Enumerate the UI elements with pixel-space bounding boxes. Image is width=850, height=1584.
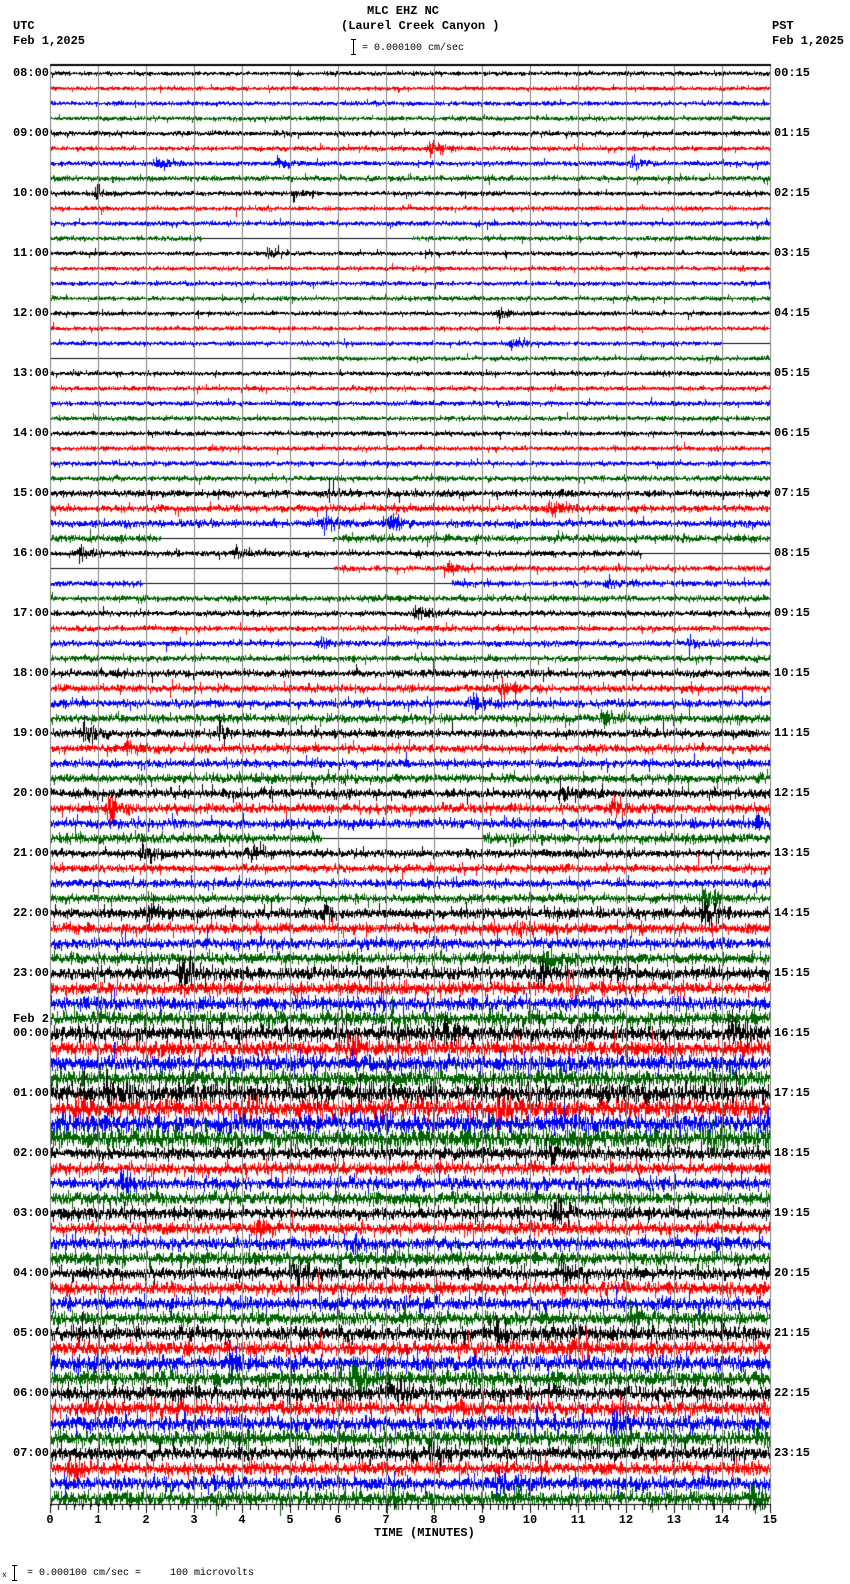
pst-hour-label: 01:15: [774, 125, 811, 140]
x-tick-label: 15: [762, 1513, 778, 1527]
pst-hour-label: 05:15: [774, 365, 811, 380]
x-tick-label: 2: [142, 1513, 150, 1527]
x-tick-label: 3: [190, 1513, 198, 1527]
utc-hour-label: 17:00: [12, 605, 49, 620]
pst-hour-label: 06:15: [774, 425, 811, 440]
footer-scale-text: = 0.000100 cm/sec =: [27, 1568, 142, 1579]
pst-hour-label: 18:15: [774, 1145, 811, 1160]
utc-hour-label: 13:00: [12, 365, 49, 380]
pst-hour-label: 11:15: [774, 725, 811, 740]
utc-hour-label: 16:00: [12, 545, 49, 560]
utc-hour-label: 22:00: [12, 905, 49, 920]
utc-hour-label: 12:00: [12, 305, 49, 320]
utc-hour-label: 05:00: [12, 1325, 49, 1340]
utc-hour-label: 19:00: [12, 725, 49, 740]
pst-hour-label: 21:15: [774, 1325, 811, 1340]
x-tick-label: 0: [46, 1513, 54, 1527]
utc-hour-label: 23:00: [12, 965, 49, 980]
scale-bar-icon: [351, 39, 356, 55]
utc-hour-label: 00:00: [12, 1025, 49, 1040]
pst-hour-label: 20:15: [774, 1265, 811, 1280]
utc-hour-label: 15:00: [12, 485, 49, 500]
utc-hour-label: 07:00: [12, 1445, 49, 1460]
scale-text: = 0.000100 cm/sec: [362, 43, 465, 54]
pst-hour-label: 08:15: [774, 545, 811, 560]
x-tick-label: 10: [522, 1513, 538, 1527]
utc-hour-label: 08:00: [12, 65, 49, 80]
pst-hour-label: 12:15: [774, 785, 811, 800]
right-date: Feb 1,2025: [772, 34, 845, 48]
utc-hour-label: 18:00: [12, 665, 49, 680]
right-timezone: PST: [772, 19, 794, 33]
x-tick-label: 9: [478, 1513, 486, 1527]
footer-marker-icon: x: [2, 1571, 7, 1580]
x-tick-label: 13: [666, 1513, 682, 1527]
x-tick-label: 7: [382, 1513, 390, 1527]
utc-hour-label: 20:00: [12, 785, 49, 800]
x-axis-title: TIME (MINUTES): [374, 1526, 475, 1540]
utc-hour-label: 10:00: [12, 185, 49, 200]
station-location: (Laurel Creek Canyon ): [341, 19, 500, 33]
utc-hour-label: 01:00: [12, 1085, 49, 1100]
x-tick-label: 8: [430, 1513, 438, 1527]
footer-microvolts: 100 microvolts: [170, 1568, 255, 1579]
x-tick-label: 6: [334, 1513, 342, 1527]
station-title: MLC EHZ NC: [367, 4, 440, 18]
x-tick-label: 1: [94, 1513, 102, 1527]
utc-hour-label: 02:00: [12, 1145, 49, 1160]
pst-hour-label: 04:15: [774, 305, 811, 320]
left-timezone: UTC: [13, 19, 35, 33]
pst-hour-label: 00:15: [774, 65, 811, 80]
pst-hour-label: 23:15: [774, 1445, 811, 1460]
x-tick-label: 5: [286, 1513, 294, 1527]
utc-hour-label: 21:00: [12, 845, 49, 860]
left-date: Feb 1,2025: [13, 34, 86, 48]
utc-hour-label: 14:00: [12, 425, 49, 440]
pst-hour-label: 07:15: [774, 485, 811, 500]
date-change-label: Feb 2: [12, 1011, 49, 1026]
pst-hour-label: 13:15: [774, 845, 811, 860]
pst-hour-label: 22:15: [774, 1385, 811, 1400]
utc-hour-label: 09:00: [12, 125, 49, 140]
pst-hour-label: 02:15: [774, 185, 811, 200]
utc-hour-label: 06:00: [12, 1385, 49, 1400]
pst-hour-label: 03:15: [774, 245, 811, 260]
utc-hour-label: 11:00: [12, 245, 49, 260]
pst-hour-label: 19:15: [774, 1205, 811, 1220]
utc-hour-label: 04:00: [12, 1265, 49, 1280]
x-tick-label: 4: [238, 1513, 246, 1527]
pst-hour-label: 16:15: [774, 1025, 811, 1040]
x-tick-label: 12: [618, 1513, 634, 1527]
pst-hour-label: 15:15: [774, 965, 811, 980]
footer-scale-bar-icon: [12, 1565, 17, 1581]
pst-hour-label: 09:15: [774, 605, 811, 620]
pst-hour-label: 10:15: [774, 665, 811, 680]
utc-hour-label: 03:00: [12, 1205, 49, 1220]
pst-hour-label: 14:15: [774, 905, 811, 920]
x-tick-label: 14: [714, 1513, 730, 1527]
x-tick-label: 11: [570, 1513, 586, 1527]
pst-hour-label: 17:15: [774, 1085, 811, 1100]
